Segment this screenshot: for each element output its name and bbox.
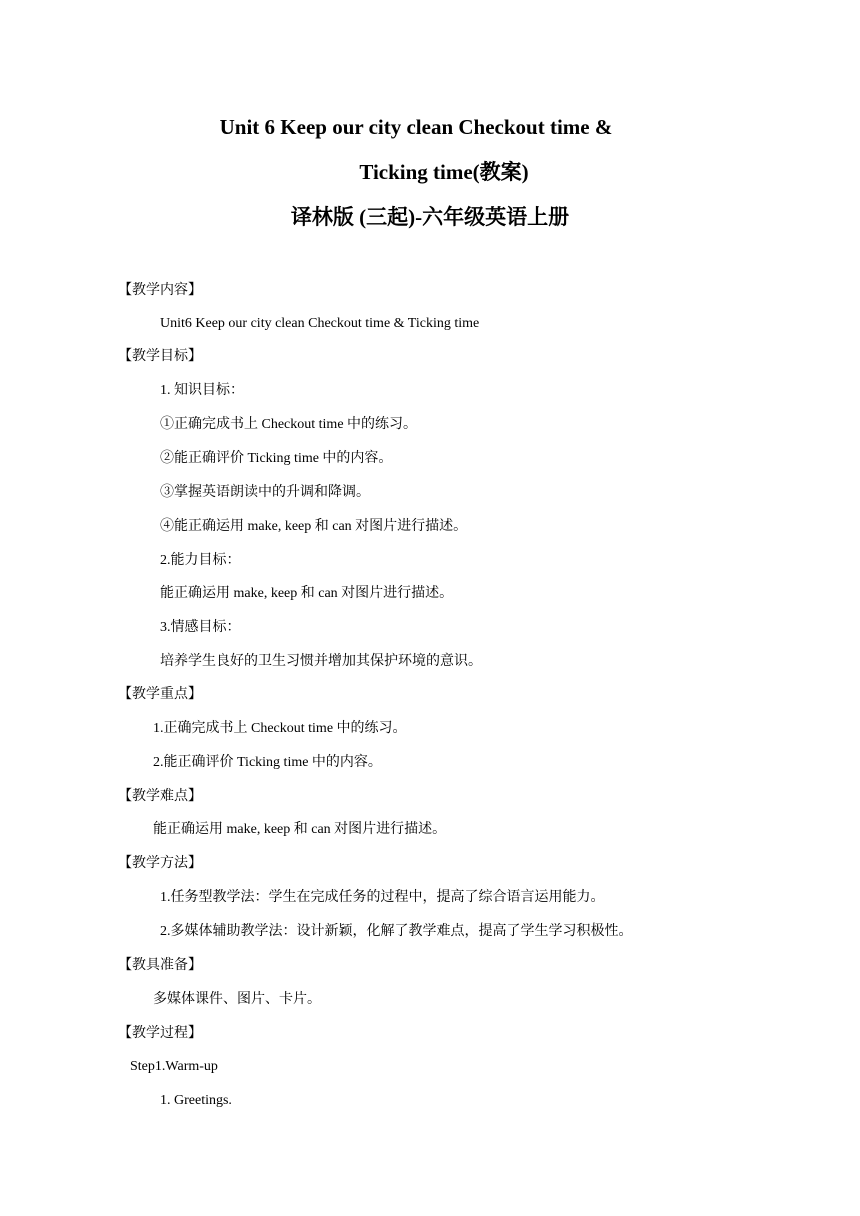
knowledge-item: ④能正确运用 make, keep 和 can 对图片进行描述。 — [160, 519, 468, 534]
heading-difficulties: 【教学难点】 — [118, 789, 202, 804]
heading-objectives: 【教学目标】 — [118, 349, 202, 364]
key-point-item: 2.能正确评价 Ticking time 中的内容。 — [153, 755, 382, 770]
knowledge-item: ③掌握英语朗读中的升调和降调。 — [160, 485, 370, 500]
title-line-1: Unit 6 Keep our city clean Checkout time & — [219, 115, 613, 139]
method-item: 2.多媒体辅助教学法：设计新颖，化解了教学难点，提高了学生学习积极性。 — [160, 924, 633, 939]
difficulties-text: 能正确运用 make, keep 和 can 对图片进行描述。 — [153, 822, 447, 837]
step1-item: 1. Greetings. — [160, 1093, 232, 1108]
content-text: Unit6 Keep our city clean Checkout time & Ticking time — [160, 316, 480, 331]
preparation-text: 多媒体课件、图片、卡片。 — [153, 992, 321, 1007]
heading-process: 【教学过程】 — [118, 1026, 202, 1041]
heading-key-points: 【教学重点】 — [118, 687, 202, 702]
step1-title: Step1.Warm-up — [130, 1059, 218, 1074]
emotion-title: 3.情感目标： — [160, 620, 241, 635]
knowledge-item: ②能正确评价 Ticking time 中的内容。 — [160, 451, 393, 466]
ability-text: 能正确运用 make, keep 和 can 对图片进行描述。 — [160, 586, 454, 601]
emotion-text: 培养学生良好的卫生习惯并增加其保护环境的意识。 — [160, 654, 482, 669]
heading-preparation: 【教具准备】 — [118, 958, 202, 973]
title-line-2: Ticking time(教案) — [359, 160, 529, 184]
title-line-3: 译林版 (三起)-六年级英语上册 — [290, 205, 570, 229]
heading-methods: 【教学方法】 — [118, 856, 202, 871]
key-point-item: 1.正确完成书上 Checkout time 中的练习。 — [153, 721, 407, 736]
heading-content: 【教学内容】 — [118, 283, 202, 298]
method-item: 1.任务型教学法：学生在完成任务的过程中，提高了综合语言运用能力。 — [160, 890, 605, 905]
knowledge-item: ①正确完成书上 Checkout time 中的练习。 — [160, 417, 418, 432]
ability-title: 2.能力目标： — [160, 553, 241, 568]
knowledge-title: 1. 知识目标： — [160, 383, 244, 398]
